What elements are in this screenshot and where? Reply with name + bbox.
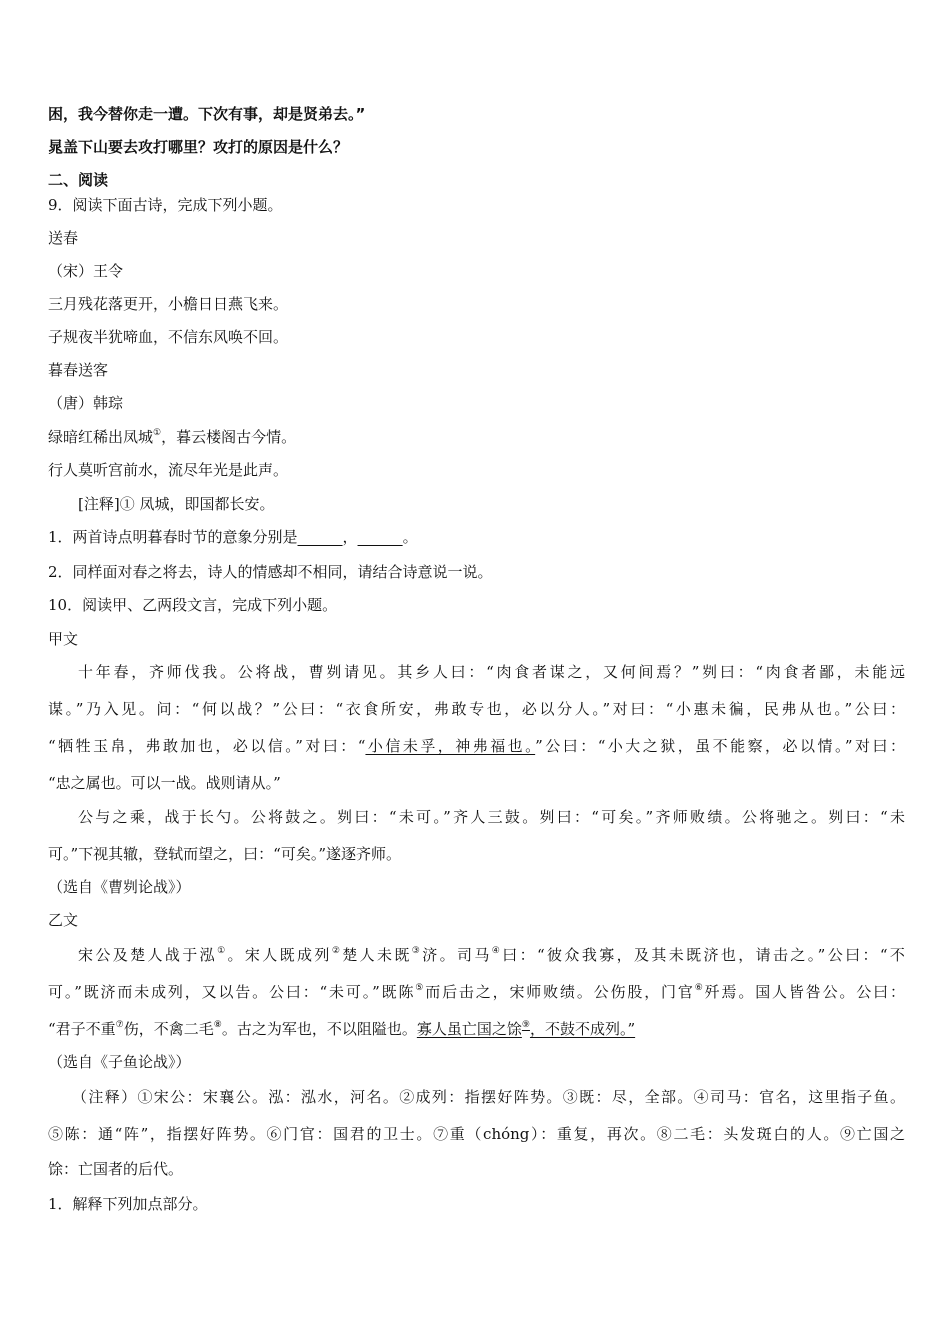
text-line <box>78 945 905 965</box>
underlined-text: ______ <box>357 528 403 546</box>
text-segment: （选自《子鱼论战》） <box>48 1053 191 1071</box>
text-segment: 而后击之，宋师败绩。公伤股，门官 <box>425 983 695 1001</box>
text-line <box>48 982 905 1002</box>
text-line <box>48 1124 905 1144</box>
text-segment: 济。司马 <box>422 946 492 964</box>
text-segment: 送春 <box>48 229 79 247</box>
text-segment: 。古之为军也，不以阻隘也。 <box>221 1020 417 1038</box>
text-segment: 歼焉。国人皆咎公。公曰： <box>704 983 905 1001</box>
text-segment: 宋公及楚人战于泓 <box>78 946 218 964</box>
footnote-marker: ④ <box>491 946 503 956</box>
section-heading <box>48 170 108 190</box>
text-segment: 馀：亡国者的后代。 <box>48 1160 184 1178</box>
text-segment: 。 <box>402 528 418 546</box>
text-segment: 绿暗红稀出凤城 <box>48 428 154 446</box>
text-segment: 晁盖下山要去攻打哪里？攻打的原因是什么？ <box>48 138 349 156</box>
text-segment: 谋。”乃入见。问：“何以战？”公曰：“衣食所安，弗敢专也，必以分人。”对曰：“小惠未徧，民弗从也。”公曰： <box>48 700 905 718</box>
text-segment: ⑤陈：通“阵”，指摆好阵势。⑥门官：国君的卫士。⑦重（chóng）：重复，再次。⑧二毛：头发斑白的人。⑨亡国之 <box>48 1125 905 1143</box>
underlined-text: ______ <box>297 528 343 546</box>
text-segment: 1．两首诗点明暮春时节的意象分别是 <box>48 528 298 546</box>
footnote-marker: ② <box>331 946 343 956</box>
poem-author <box>48 261 123 281</box>
text-line <box>78 807 905 827</box>
underlined-text: 寡人虽亡国之馀 <box>416 1020 522 1038</box>
subquestion-2 <box>48 562 493 582</box>
source-citation <box>48 1052 191 1072</box>
footnote-marker: ⑤ <box>415 983 426 993</box>
text-segment: 行人莫听宫前水，流尽年光是此声。 <box>48 461 289 479</box>
text-segment: 9．阅读下面古诗，完成下列小题。 <box>48 196 283 214</box>
text-segment: （宋）王令 <box>48 262 124 280</box>
question-9-prompt <box>48 195 283 215</box>
text-segment: 子规夜半犹啼血，不信东风唤不回。 <box>48 328 289 346</box>
text-segment: （注释）①宋公：宋襄公。泓：泓水，河名。②成列：指摆好阵势。③既：尽，全部。④司马：官名，这里指子鱼。 <box>72 1088 905 1106</box>
text-segment: 三月残花落更开，小檐日日燕飞来。 <box>48 295 289 313</box>
poem-title <box>48 360 108 380</box>
annotation <box>78 494 274 514</box>
text-segment: 楚人未既 <box>342 946 412 964</box>
text-line <box>48 460 288 480</box>
question-10-prompt <box>48 595 337 615</box>
text-segment: 伤，不禽二毛 <box>123 1020 214 1038</box>
text-segment: ，暮云楼阁古今情。 <box>161 428 297 446</box>
text-segment: 曰：“彼众我寡，及其未既济也，请击之。”公曰：“不 <box>502 946 905 964</box>
question-text <box>48 137 348 157</box>
poem-title <box>48 228 78 248</box>
text-segment: 1．解释下列加点部分。 <box>48 1195 208 1213</box>
poem-author <box>48 393 123 413</box>
text-segment: “忠之属也。可以一战。战则请从。” <box>48 774 281 792</box>
text-line <box>48 327 288 347</box>
text-segment: 可。”既济而未成列，又以告。公曰：“未可。”既陈 <box>48 983 416 1001</box>
text-segment: 。宋人既成列 <box>227 946 332 964</box>
text-segment: 十年春，齐师伐我。公将战，曹刿请见。其乡人曰：“肉食者谋之，又何间焉？”刿曰：“肉食者鄙，未能远 <box>78 663 905 681</box>
text-line <box>48 427 296 447</box>
text-label <box>48 629 78 649</box>
text-segment: （唐）韩琮 <box>48 394 124 412</box>
footnote-marker: ⑧ <box>213 1020 222 1030</box>
text-segment: 10．阅读甲、乙两段文言，完成下列小题。 <box>48 596 338 614</box>
text-line <box>48 1159 183 1179</box>
text-segment: 公与之乘，战于长勺。公将鼓之。刿曰：“未可。”齐人三鼓。刿曰：“可矣。”齐师败绩。公将驰之。刿曰：“未 <box>78 808 905 826</box>
text-segment: 甲文 <box>48 630 79 648</box>
footnote-marker: ① <box>153 428 162 438</box>
footnote-marker: ⑥ <box>694 983 705 993</box>
text-segment: 暮春送客 <box>48 361 109 379</box>
dialogue-end-line <box>48 104 365 124</box>
subquestion-1 <box>48 1194 208 1214</box>
text-segment: 可。”下视其辙，登轼而望之，曰：“可矣。”遂逐齐师。 <box>48 845 402 863</box>
text-segment: 乙文 <box>48 911 79 929</box>
text-line <box>48 844 401 864</box>
text-line <box>48 773 281 793</box>
text-line <box>48 699 905 719</box>
text-segment: [注释]① 凤城，即国都长安。 <box>78 495 275 513</box>
text-segment: ”公曰：“小大之狱，虽不能察，必以情。”对曰： <box>535 737 905 755</box>
underlined-text: 小信未孚，神弗福也。 <box>365 737 536 755</box>
text-segment: 二、阅读 <box>48 171 109 189</box>
footnote-marker: ⑦ <box>115 1020 124 1030</box>
footnote-marker: ⑨ <box>521 1020 530 1030</box>
text-segment: ， <box>342 528 358 546</box>
footnote-marker: ③ <box>411 946 423 956</box>
subquestion-1 <box>48 527 418 547</box>
text-line <box>48 1019 635 1039</box>
text-label <box>48 910 78 930</box>
text-segment: 2．同样面对春之将去，诗人的情感却不相同，请结合诗意说一说。 <box>48 563 493 581</box>
text-segment: “君子不重 <box>48 1020 116 1038</box>
underlined-text: ，不鼓不成列。” <box>529 1020 636 1038</box>
text-line <box>72 1087 905 1107</box>
text-segment: 困，我今替你走一遭。下次有事，却是贤弟去。” <box>48 105 366 123</box>
text-segment: （选自《曹刿论战》） <box>48 878 191 896</box>
text-line <box>48 736 905 756</box>
text-line <box>48 294 288 314</box>
text-segment: “牺牲玉帛，弗敢加也，必以信。”对曰：“ <box>48 737 366 755</box>
footnote-marker: ① <box>217 946 228 956</box>
source-citation <box>48 877 191 897</box>
text-line <box>78 662 905 682</box>
